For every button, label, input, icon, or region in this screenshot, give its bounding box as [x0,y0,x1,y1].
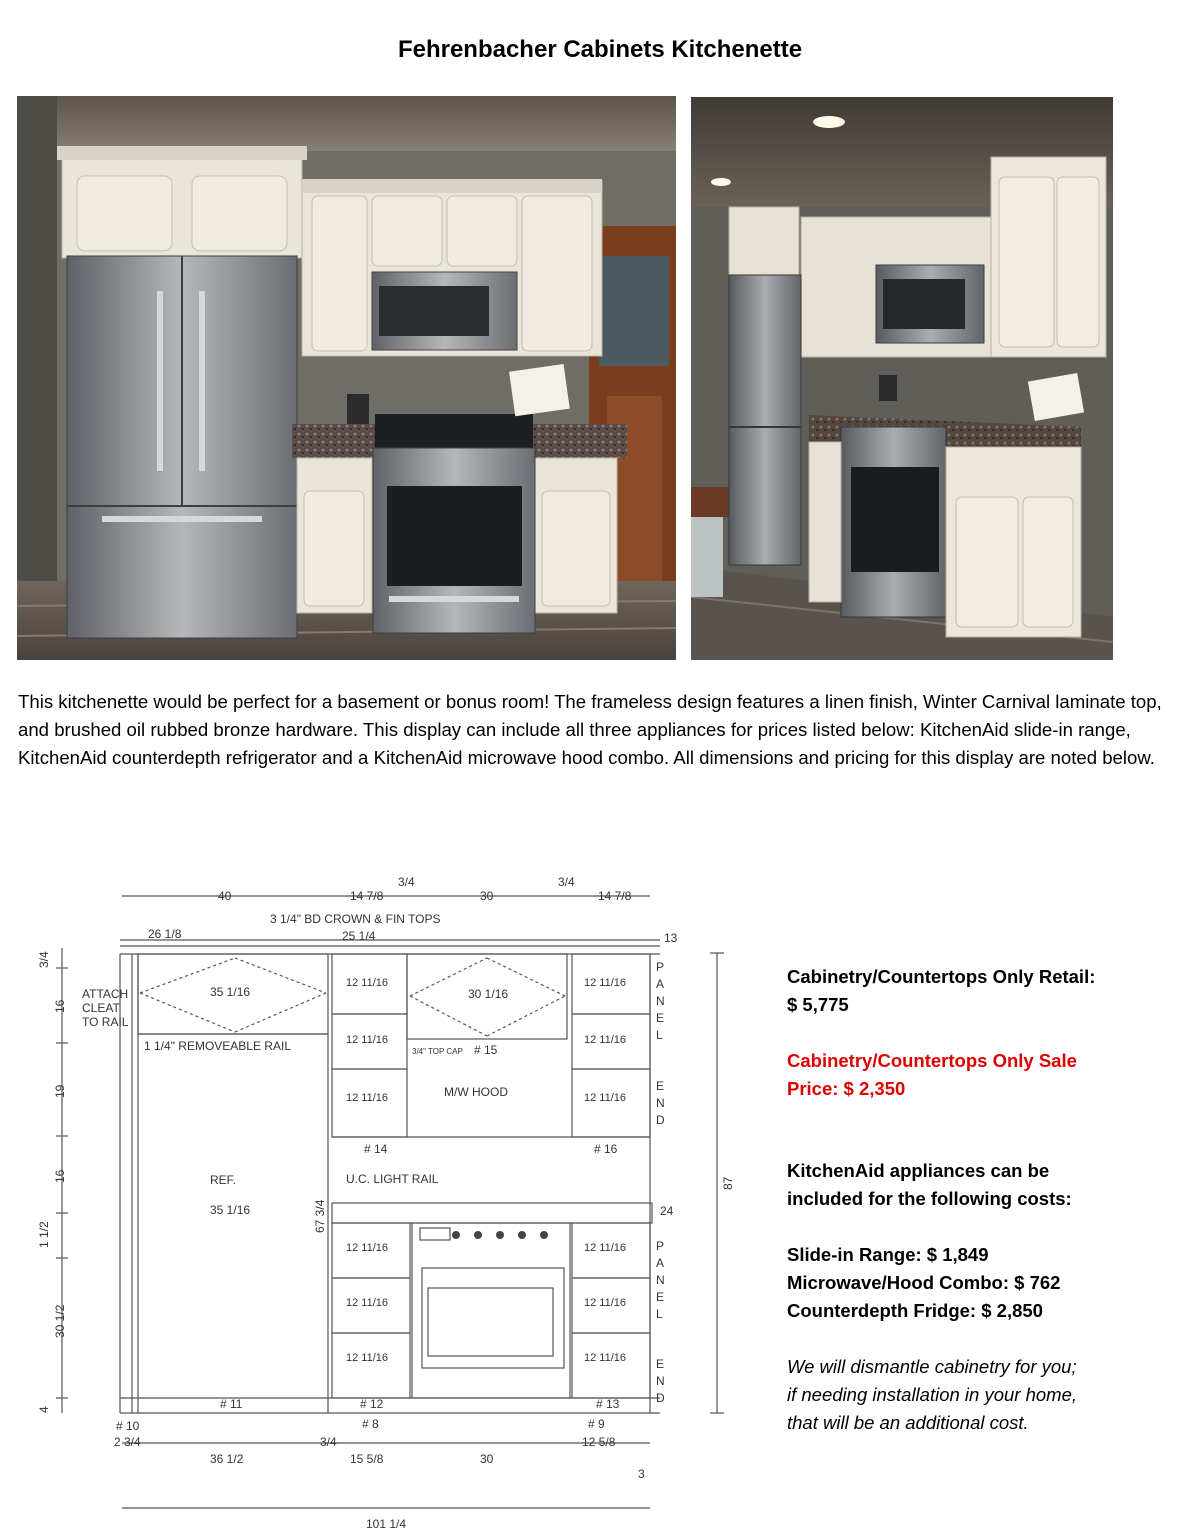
dim-13: 13 [664,931,678,945]
ref-upper-width: 35 1/16 [210,985,251,999]
panel-end-letter: N [656,1273,665,1287]
left-dim: 19 [53,1084,67,1098]
fridge-price: Counterdepth Fridge: $ 2,850 [787,1300,1043,1321]
kitchen-photo-front [17,96,676,660]
microwave-price: Microwave/Hood Combo: $ 762 [787,1272,1061,1293]
retail-value: $ 5,775 [787,994,849,1015]
left-dim: 30 1/2 [53,1304,67,1338]
sale-value: Price: $ 2,350 [787,1078,906,1099]
dim-15-58: 15 5/8 [350,1452,384,1466]
panel-end-letter: E [656,1011,665,1025]
dim-top-34-b: 3/4 [558,875,575,889]
pricing-panel [787,963,1187,1465]
dim-12-1116-f: 12 11/16 [584,1092,627,1104]
mw-hood-label: M/W HOOD [444,1085,508,1099]
dim-34-bottom: 3/4 [320,1435,337,1449]
retail-label: Cabinetry/Countertops Only Retail: [787,966,1096,987]
dim-2-34: 2 3/4 [114,1435,141,1449]
panel-end-letter: L [656,1307,663,1321]
left-dim: 3/4 [37,951,51,968]
dim-67-34: 67 3/4 [313,1199,327,1233]
dim-top-40: 40 [218,889,232,903]
dim-12-1116-j: 12 11/16 [584,1242,627,1254]
attach-label-1: ATTACH [82,987,129,1001]
uc-light-rail: U.C. LIGHT RAIL [346,1172,439,1186]
dim-12-1116-b: 12 11/16 [346,1034,389,1046]
note-line-2: if needing installation in your home, [787,1384,1078,1405]
panel-end-letter: N [656,994,665,1008]
top-cap-label: 3/4" TOP CAP [412,1047,463,1056]
dim-top-30: 30 [480,889,494,903]
dim-26-18: 26 1/8 [148,927,182,941]
ref-label: REF. [210,1173,237,1187]
dim-12-1116-i: 12 11/16 [346,1352,389,1364]
page-title: Fehrenbacher Cabinets Kitchenette [397,36,803,63]
note-line-3: that will be an additional cost. [787,1412,1029,1433]
cabinet-10: # 10 [116,1419,140,1433]
panel-end-letter: E [656,1357,665,1371]
panel-end-letter: E [656,1079,665,1093]
note-line-1: We will dismantle cabinetry for you; [787,1356,1077,1377]
panel-end-letter: D [656,1391,665,1405]
cabinet-9: # 9 [588,1417,605,1431]
panel-end-letter: N [656,1096,665,1110]
left-dim: 16 [53,1169,67,1183]
dim-top-14-78-b: 14 7/8 [598,889,632,903]
dim-24: 24 [660,1204,674,1218]
intro-paragraph: This kitchenette would be perfect for a basement or bonus room! The frameless design features a linen finish, Winter Carnival laminate top, and brushed oil rubbed bronze hardware. This display can include all three appliances for prices listed below: KitchenAid slide-in range, KitchenAid counterdepth refrigerator and a KitchenAid microwave hood combo. All dimensions and pricing for this display are noted below. [18,691,1162,768]
panel-end-letter: A [656,977,665,991]
panel-end-letter: P [656,1239,665,1253]
appliances-line-2: included for the following costs: [787,1188,1072,1209]
panel-end-letter: A [656,1256,665,1270]
dim-12-1116-k: 12 11/16 [584,1297,627,1309]
cabinet-8: # 8 [362,1417,379,1431]
ref-width: 35 1/16 [210,1203,251,1217]
panel-end-letter: L [656,1028,663,1042]
panel-end-letter: D [656,1113,665,1127]
dim-12-1116-e: 12 11/16 [584,1034,627,1046]
cabinet-14: # 14 [364,1142,388,1156]
dim-30-bottom: 30 [480,1452,494,1466]
panel-end-letter: N [656,1374,665,1388]
dim-12-1116-g: 12 11/16 [346,1242,389,1254]
cabinet-13: # 13 [596,1397,620,1411]
left-dim: 1 1/2 [37,1221,51,1248]
cabinet-16: # 16 [594,1142,618,1156]
left-dim: 16 [53,999,67,1013]
range-price: Slide-in Range: $ 1,849 [787,1244,989,1265]
dim-3: 3 [638,1467,645,1481]
attach-label-2: CLEAT [82,1001,120,1015]
dim-12-1116-l: 12 11/16 [584,1352,627,1364]
dim-25-14: 25 1/4 [342,929,376,943]
dim-87: 87 [721,1176,735,1190]
cabinet-15: # 15 [474,1043,498,1057]
kitchen-photo-angle [691,97,1113,660]
attach-label-3: TO RAIL [82,1015,129,1029]
dim-12-1116-c: 12 11/16 [346,1092,389,1104]
elevation-drawing [20,868,735,1531]
sale-label: Cabinetry/Countertops Only Sale [787,1050,1077,1071]
dim-top-14-78-a: 14 7/8 [350,889,384,903]
panel-end-letter: P [656,960,665,974]
dim-12-1116-d: 12 11/16 [584,977,627,989]
hood-upper-width: 30 1/16 [468,987,509,1001]
dim-12-1116-a: 12 11/16 [346,977,389,989]
appliances-line-1: KitchenAid appliances can be [787,1160,1050,1181]
rail-label: 1 1/4" REMOVEABLE RAIL [144,1039,291,1053]
panel-end-letter: E [656,1290,665,1304]
dim-overall: 101 1/4 [366,1517,407,1531]
cabinet-12: # 12 [360,1397,384,1411]
dim-top-34-a: 3/4 [398,875,415,889]
crown-label: 3 1/4" BD CROWN & FIN TOPS [270,912,441,926]
left-dim: 4 [37,1406,51,1413]
dim-12-1116-h: 12 11/16 [346,1297,389,1309]
dim-12-58: 12 5/8 [582,1435,616,1449]
cabinet-11: # 11 [220,1397,243,1411]
dim-36-12: 36 1/2 [210,1452,244,1466]
